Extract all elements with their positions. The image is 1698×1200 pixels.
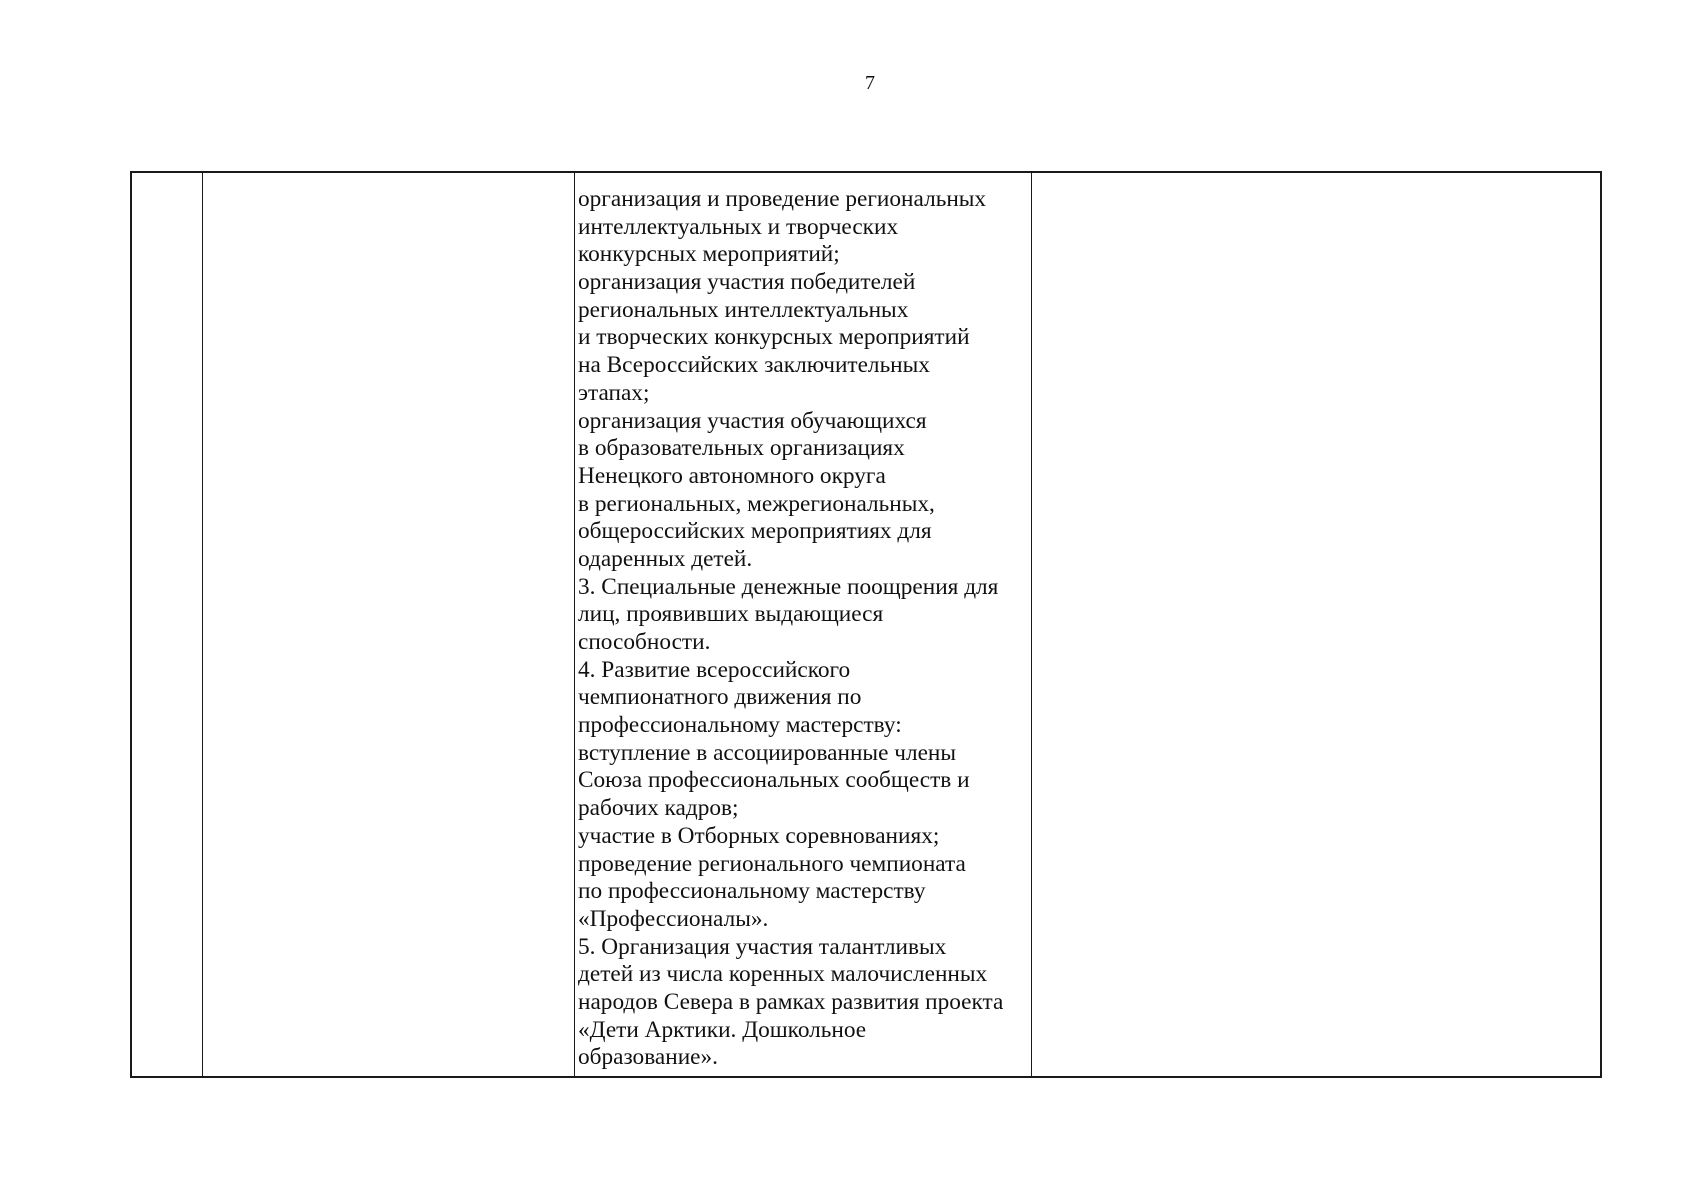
cell-text-line: организация участия обучающихся xyxy=(578,407,927,434)
cell-text-line: чемпионатного движения по xyxy=(578,684,862,711)
cell-text-line: лиц, проявивших выдающиеся xyxy=(578,601,884,628)
table-cell-activities xyxy=(578,186,1028,1072)
cell-text-line: «Профессионалы». xyxy=(578,905,769,932)
cell-text-line: интеллектуальных и творческих xyxy=(578,213,899,240)
cell-text-line: 5. Организация участия талантливых xyxy=(578,933,947,960)
cell-text-line: 4. Развитие всероссийского xyxy=(578,656,851,683)
cell-text-line: одаренных детей. xyxy=(578,545,753,572)
cell-text-line: профессиональному мастерству: xyxy=(578,712,902,739)
cell-text-line: вступление в ассоциированные члены xyxy=(578,739,957,766)
cell-text-line: Союза профессиональных сообществ и xyxy=(578,767,970,794)
cell-text-line: 3. Специальные денежные поощрения для xyxy=(578,573,999,600)
cell-text-line: региональных интеллектуальных xyxy=(578,296,909,323)
cell-text-line: рабочих кадров; xyxy=(578,795,739,822)
cell-text-line: «Дети Арктики. Дошкольное xyxy=(578,1016,867,1043)
cell-text-line: образование». xyxy=(578,1044,718,1071)
cell-text-line: участие в Отборных соревнованиях; xyxy=(578,822,940,849)
cell-text-line: проведение регионального чемпионата xyxy=(578,850,966,877)
cell-text-line: в образовательных организациях xyxy=(578,435,905,462)
cell-text-line: общероссийских мероприятиях для xyxy=(578,518,932,545)
column-divider-1 xyxy=(202,173,203,1076)
column-divider-3 xyxy=(1031,173,1032,1076)
cell-text-line: народов Севера в рамках развития проекта xyxy=(578,988,1004,1015)
cell-text-line: по профессиональному мастерству xyxy=(578,878,926,905)
cell-text-line: конкурсных мероприятий; xyxy=(578,241,840,268)
cell-text-line: организация участия победителей xyxy=(578,269,916,296)
cell-text-line: и творческих конкурсных мероприятий xyxy=(578,324,970,351)
cell-text-line: детей из числа коренных малочисленных xyxy=(578,961,988,988)
cell-text-line: на Всероссийских заключительных xyxy=(578,352,930,379)
cell-text-line: этапах; xyxy=(578,379,650,406)
cell-text-line: в региональных, межрегиональных, xyxy=(578,490,935,517)
cell-text-line: способности. xyxy=(578,629,711,655)
cell-text-line: Ненецкого автономного округа xyxy=(578,462,886,489)
page-number: 7 xyxy=(865,72,875,94)
cell-text-line: организация и проведение региональных xyxy=(578,186,987,212)
column-divider-2 xyxy=(574,173,575,1076)
